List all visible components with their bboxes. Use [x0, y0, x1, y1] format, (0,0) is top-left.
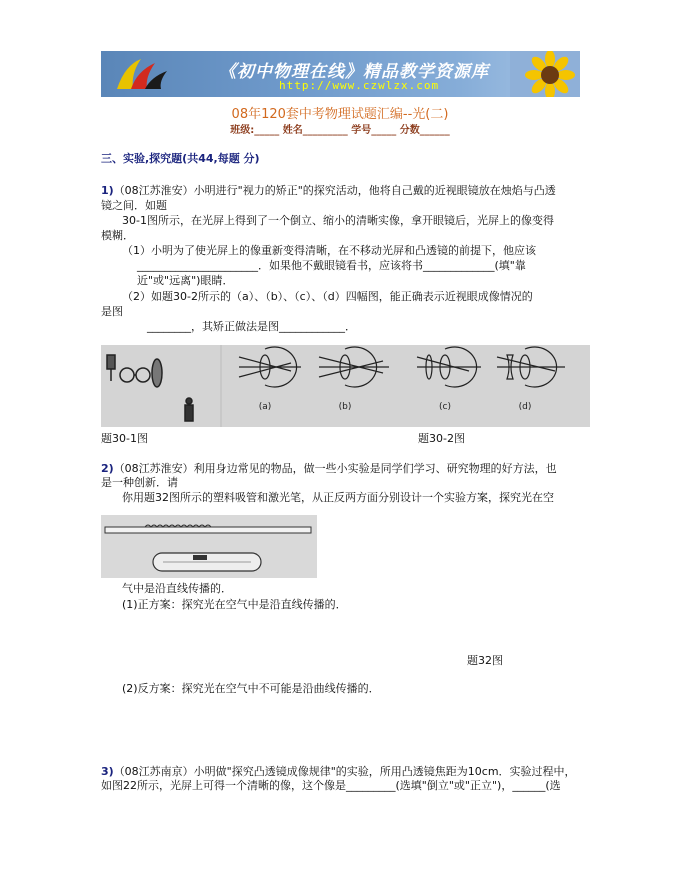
- q1-line10: ________，其矫正做法是图____________．: [147, 320, 356, 333]
- q2-line5: (1)正方案：探究光在空气中是沿直线传播的．: [122, 598, 347, 611]
- sunflower-icon: [510, 51, 580, 97]
- q2-line3: 你用题32图所示的塑料吸管和激光笔，从正反两方面分别设计一个实验方案，探究光在空: [122, 491, 554, 504]
- q1-line6: ______________________．如果他不戴眼镜看书，应该将书_____________(填"靠: [137, 259, 526, 272]
- section-heading: 三、实验,探究题(共44,每题 分): [101, 152, 260, 165]
- q2-line6: (2)反方案：探究光在空气中不可能是沿曲线传播的．: [122, 682, 380, 695]
- q1-line5: （1）小明为了使光屏上的像重新变得清晰，在不移动光屏和凸透镜的前提下，他应该: [122, 244, 536, 257]
- q3-line1: 3)（08江苏南京）小明做"探究凸透镜成像规律"的实验，所用凸透镜焦距为10cm．实验过程中，: [101, 765, 576, 778]
- q1-line2: 镜之间．如题: [101, 199, 167, 212]
- q1-line4: 模糊．: [101, 229, 134, 242]
- q1-line8: （2）如题30-2所示的（a）、（b）、（c）、（d）四幅图，能正确表示近视眼成像情况的: [122, 290, 533, 303]
- q2-number: 2): [101, 462, 114, 475]
- q2-line2: 是一种创新．请: [101, 476, 178, 489]
- q1-line7: 近"或"远离")眼睛．: [137, 274, 234, 287]
- site-logo-icon: [111, 55, 181, 93]
- fig-label-b: (b): [338, 402, 352, 412]
- fig-label-d: (d): [518, 402, 532, 412]
- q2-line1: 2)（08江苏淮安）利用身边常见的物品，做一些小实验是同学们学习、研究物理的好方法，也: [101, 462, 557, 475]
- caption-fig30-2: 题30-2图: [418, 432, 465, 445]
- q2-line4: 气中是沿直线传播的．: [122, 582, 232, 595]
- q1-line9: 是图: [101, 305, 123, 318]
- q3-number: 3): [101, 765, 114, 778]
- document-title: 08年120套中考物理试题汇编--光(二): [231, 107, 449, 122]
- fig-label-c: (c): [439, 402, 451, 412]
- student-info-fields: 班级:_____ 姓名_________ 学号_____ 分数______: [230, 125, 450, 136]
- q1-line1: 1)（08江苏淮安）小明进行"视力的矫正"的探究活动，他将自己戴的近视眼镜放在烛焰与凸透: [101, 184, 556, 197]
- figure-30-eye-diagrams: [101, 345, 590, 427]
- header-banner: [101, 51, 580, 97]
- fig-label-a: (a): [258, 402, 272, 412]
- banner-title: 《初中物理在线》精品教学资源库: [219, 62, 489, 82]
- laser-pointer-icon: [153, 553, 261, 571]
- caption-fig32: 题32图: [467, 654, 503, 667]
- q1-number: 1): [101, 184, 114, 197]
- figure-32-straw-laser: [101, 515, 317, 578]
- caption-fig30-1: 题30-1图: [101, 432, 148, 445]
- q1-line3: 30-1图所示，在光屏上得到了一个倒立、缩小的清晰实像，拿开眼镜后，光屏上的像变得: [122, 214, 554, 227]
- banner-url[interactable]: http://www.czwlzx.com: [279, 79, 440, 92]
- q3-line2: 如图22所示，光屏上可得一个清晰的像，这个像是_________(选填"倒立"或"正立")，______(选: [101, 779, 561, 792]
